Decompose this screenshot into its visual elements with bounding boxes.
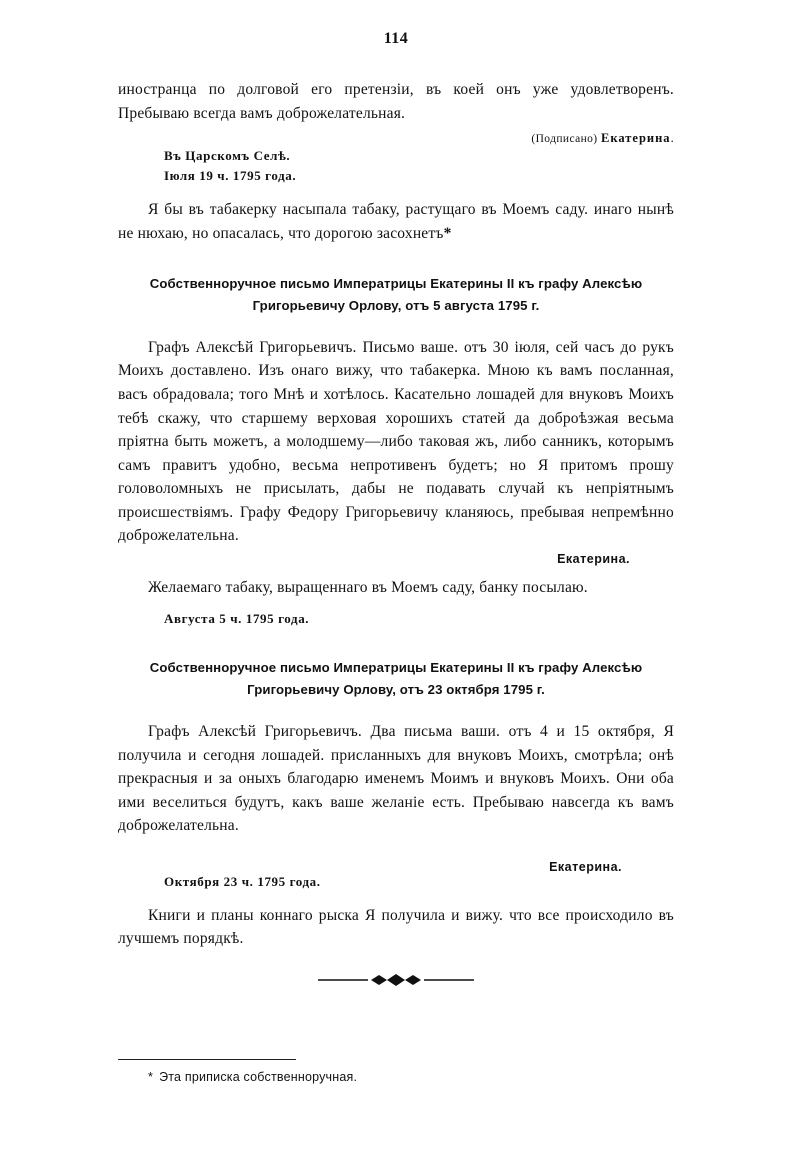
section-heading-2-line2: Григорьевичу Орлову, отъ 5 августа 1795 г.	[252, 297, 540, 313]
signature-block-1	[118, 131, 674, 146]
section-3-body: Графъ Алексѣй Григорьевичъ. Два письма ваши. отъ 4 и 15 октября, Я получила и сегодня лошадей. присланныхъ для внуковъ Моихъ, смотрѣла; онѣ прекрасныя и за оныхъ благодарю именемъ Моимъ и внуковъ Моихъ. Они оба ими веселиться будутъ, какъ ваше желаніе есть. Пребываю навсегда къ вамъ доброжелательна.	[118, 723, 674, 835]
top-paragraph: иностранца по долговой его претензіи, въ коей онъ уже удовлетворенъ. Пребываю всегда вамъ доброжелательная.	[118, 81, 674, 122]
footnote-marker-inline: *	[443, 224, 452, 242]
section-2-body: Графъ Алексѣй Григорьевичъ. Письмо ваше. отъ 30 іюля, сей часъ до рукъ Моихъ доставлено. Изъ онаго вижу, что табакерка. Мною къ вамъ посланная, васъ обрадовала; того Мнѣ и хотѣлось. Касательно лошадей для внуковъ Моихъ тебѣ скажу, что старшему верховая хорошихъ статей да доброѣзжая весьма пріятна быть можетъ, а молодшему—либо таковая жъ, либо санникъ, которымъ самъ правитъ удобно, весьма непротивенъ будетъ; но Я притомъ прошу головоломныхъ не присылать, дабы не подавать случай къ непріятнымъ происшествіямъ. Графу Федору Григорьевичу кланяюсь, пребывая непремѣнно доброжелательна.	[118, 338, 674, 545]
footnote-rule	[118, 1059, 296, 1060]
signature-period: .	[670, 131, 674, 146]
section-2-date: Августа 5 ч. 1795 года.	[164, 611, 310, 627]
signature-name: Екатерина	[600, 131, 671, 146]
section-heading-3	[118, 657, 674, 700]
section-3-postscript: Книги и планы коннаго рыска Я получила и вижу. что все происходило въ лучшемъ порядкѣ.	[118, 906, 674, 948]
section-heading-3-line2: Григорьевичу Орлову, отъ 23 октября 1795 г.	[247, 681, 545, 697]
date-line-1: Іюля 19 ч. 1795 года.	[164, 168, 297, 184]
section-heading-2-line1: Собственноручное письмо Императрицы Екатерины II къ графу Алексѣю	[149, 276, 643, 292]
section-2-postscript: Желаемаго табаку, выращеннаго въ Моемъ саду, банку посылаю.	[148, 578, 588, 596]
postscript-paragraph-1	[118, 198, 674, 245]
footnote-marker: *	[148, 1070, 154, 1084]
section-2-signature: Екатерина.	[557, 551, 630, 566]
section-heading-2	[118, 273, 674, 316]
page-content	[118, 30, 674, 987]
signature-prefix: (Подписано)	[531, 133, 598, 146]
footnote	[148, 1070, 357, 1084]
section-heading-3-line1: Собственноручное письмо Императрицы Екатерины II къ графу Алексѣю	[149, 660, 643, 676]
section-3-date: Октября 23 ч. 1795 года.	[164, 873, 321, 889]
ornament-divider	[316, 973, 476, 987]
postscript-text-1: Я бы въ табакерку насыпала табаку, растущаго въ Моемъ саду. инаго нынѣ не нюхаю, но опасалась, что дорогою засохнетъ	[118, 201, 674, 242]
place-line-1: Въ Царскомъ Селѣ.	[164, 148, 291, 164]
footnote-text: Эта приписка собственноручная.	[159, 1070, 358, 1084]
page-number: 114	[383, 30, 409, 47]
section-3-signature: Екатерина.	[549, 859, 622, 874]
